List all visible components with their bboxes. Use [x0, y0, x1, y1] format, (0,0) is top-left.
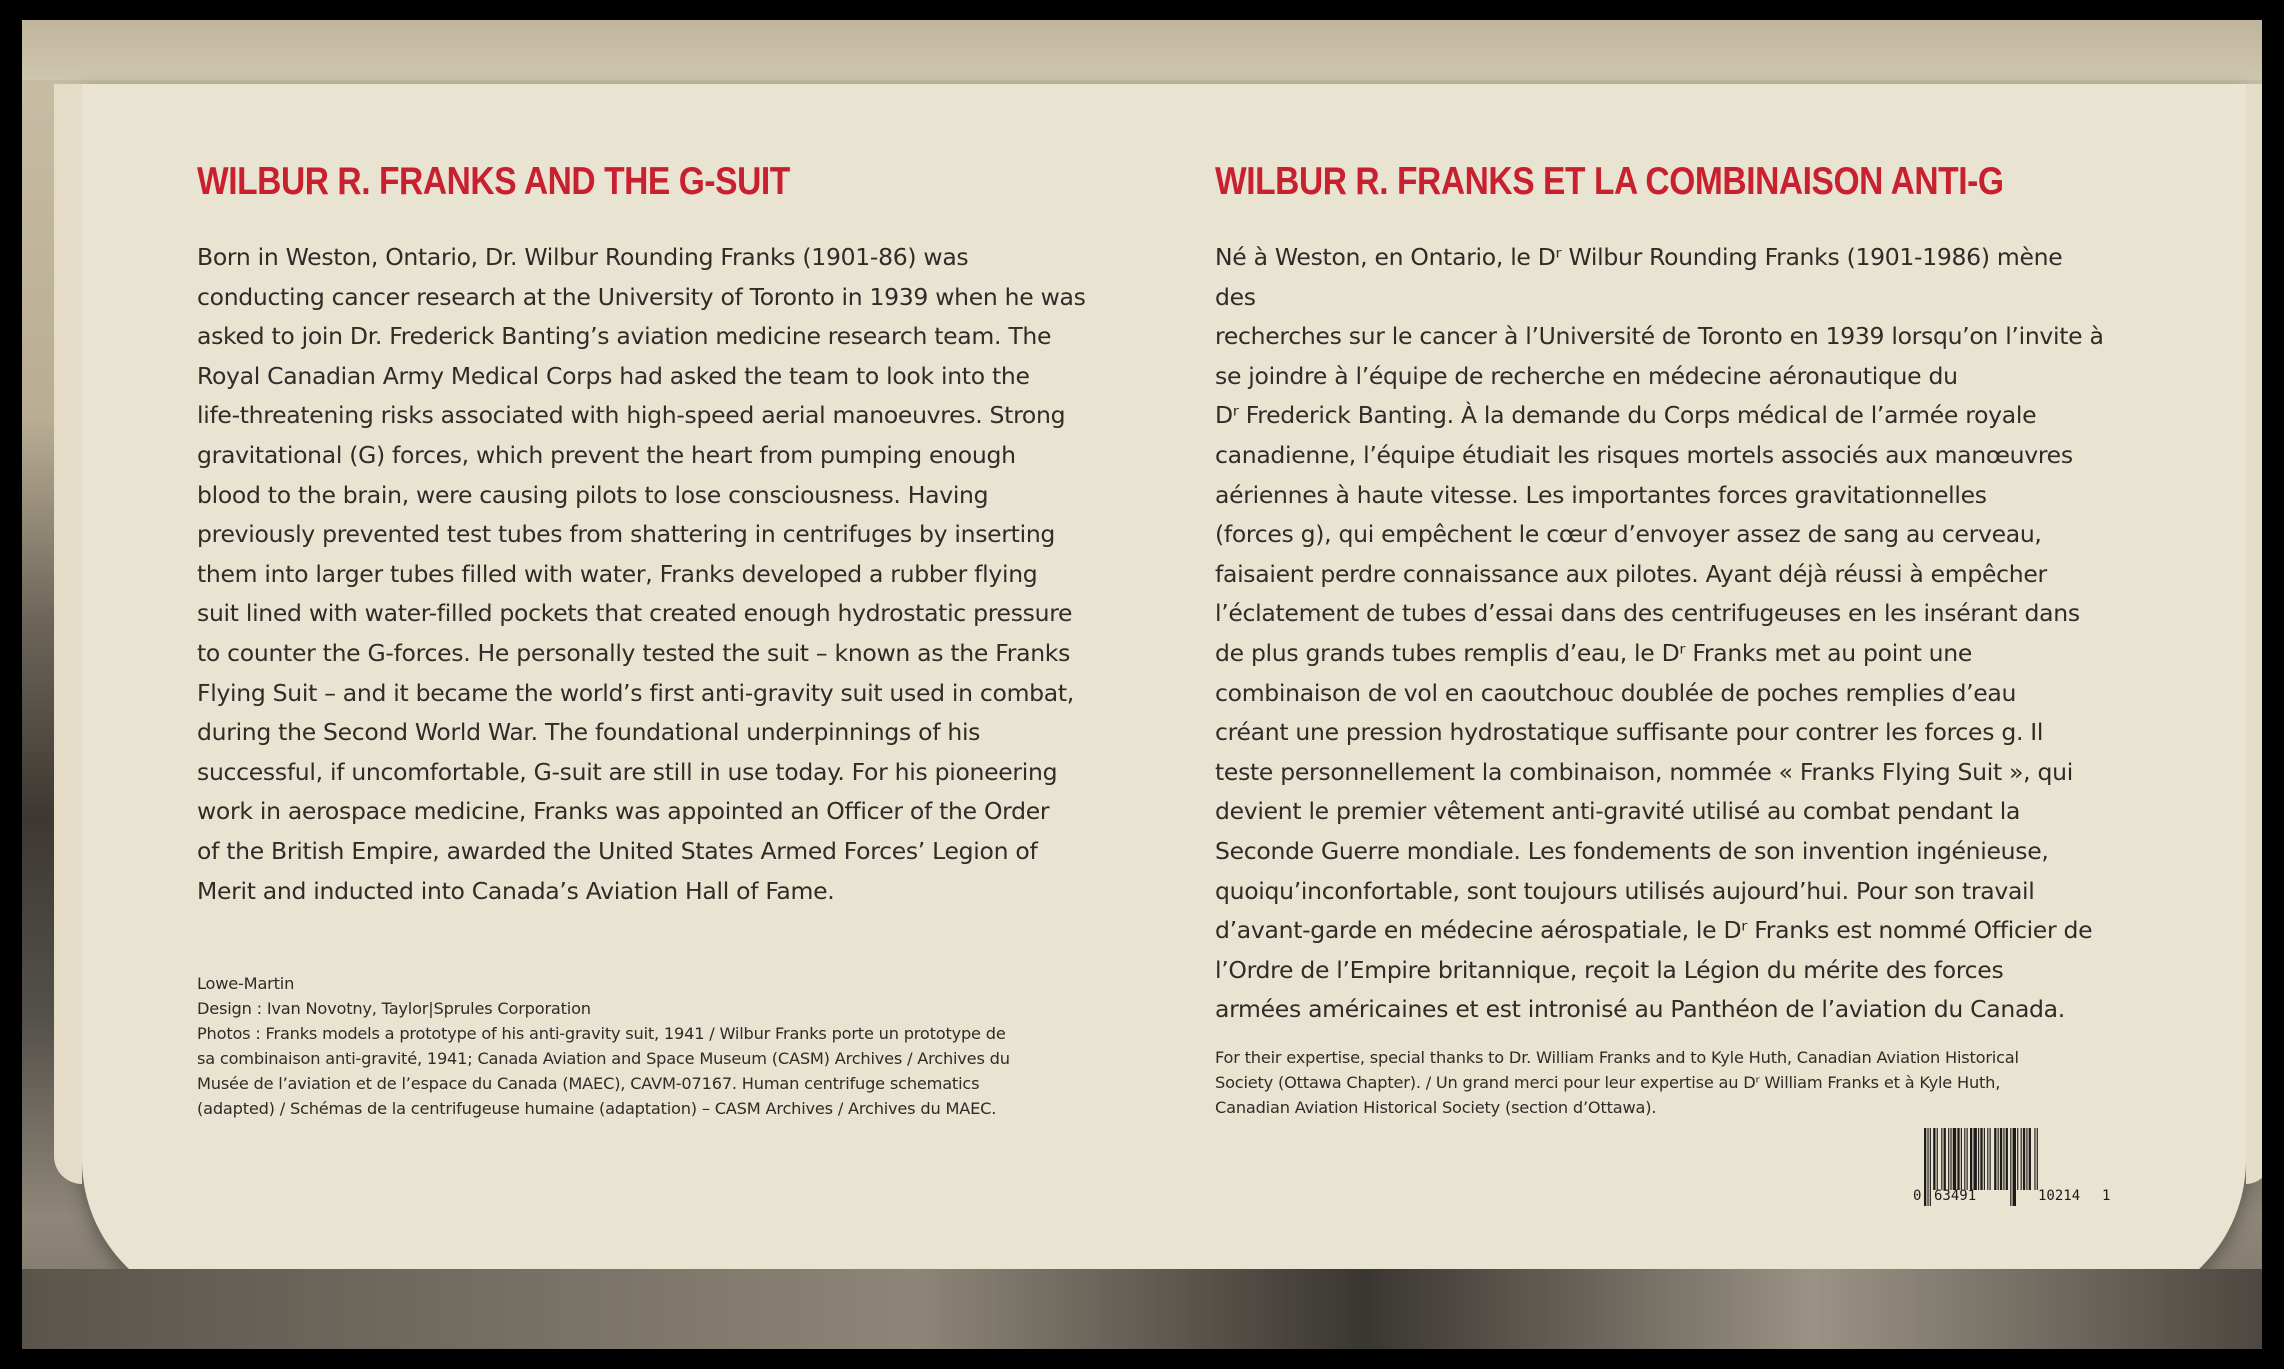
english-line: during the Second World War. The foundational underpinnings of his [197, 718, 981, 747]
french-line: l’éclatement de tubes d’essai dans des centrifugeuses en les insérant dans [1215, 599, 2080, 628]
english-line: asked to join Dr. Frederick Banting’s aviation medicine research team. The [197, 322, 1052, 351]
french-heading: WILBUR R. FRANKS ET LA COMBINAISON ANTI-G [1215, 160, 2004, 203]
barcode-bar [2029, 1128, 2031, 1190]
english-line: Royal Canadian Army Medical Corps had asked the team to look into the [197, 361, 1030, 390]
french-line: créant une pression hydrostatique suffisante pour contrer les forces g. Il [1215, 718, 2044, 747]
barcode-bar [2000, 1128, 2002, 1190]
french-line: canadienne, l’équipe étudiait les risques mortels associés aux manœuvres [1215, 440, 2073, 469]
french-line: recherches sur le cancer à l’Université de Toronto en 1939 lorsqu’on l’invite à [1215, 322, 2104, 351]
french-line: Né à Weston, en Ontario, le Dʳ Wilbur Rounding Franks (1901-1986) mène des [1215, 243, 2063, 311]
english-line: previously prevented test tubes from shattering in centrifuges by inserting [197, 520, 1056, 549]
acknowledgement-line: For their expertise, special thanks to Dr. William Franks and to Kyle Huth, Canadian Aviation Historical [1215, 1048, 2019, 1067]
barcode-bar [1994, 1128, 1996, 1190]
french-line: Dʳ Frederick Banting. À la demande du Corps médical de l’armée royale [1215, 401, 2037, 430]
french-line: teste personnellement la combinaison, nommée « Franks Flying Suit », qui [1215, 757, 2073, 786]
barcode-bar [1990, 1128, 1991, 1190]
barcode-bar [1998, 1128, 1999, 1190]
barcode-bar [1973, 1128, 1976, 1190]
french-line: armées américaines et est intronisé au Panthéon de l’aviation du Canada. [1215, 995, 2065, 1024]
english-line: life-threatening risks associated with high-speed aerial manoeuvres. Strong [197, 401, 1066, 430]
french-line: se joindre à l’équipe de recherche en médecine aéronautique du [1215, 361, 1958, 390]
english-body [197, 238, 1087, 911]
barcode-group-2: 10214 [2038, 1188, 2081, 1204]
english-line: them into larger tubes filled with water, Franks developed a rubber flying [197, 559, 1038, 588]
french-line: l’Ordre de l’Empire britannique, reçoit la Légion du mérite des forces [1215, 955, 2004, 984]
barcode-bar [1924, 1128, 1926, 1206]
french-line: d’avant-garde en médecine aérospatiale, le Dʳ Franks est nommé Officier de [1215, 916, 2093, 945]
barcode-bar [2021, 1128, 2022, 1190]
credits [197, 972, 1097, 1121]
barcode-bar [2026, 1128, 2027, 1190]
barcode-bar [1980, 1128, 1982, 1190]
english-line: conducting cancer research at the University of Toronto in 1939 when he was [197, 282, 1086, 311]
photo-credit-line: sa combinaison anti-gravité, 1941; Canada Aviation and Space Museum (CASM) Archives / Archives du [197, 1048, 1010, 1068]
barcode-bar [2003, 1128, 2004, 1190]
english-line: successful, if uncomfortable, G-suit are still in use today. For his pioneering [197, 757, 1058, 786]
french-line: devient le premier vêtement anti-gravité utilisé au combat pendant la [1215, 797, 2021, 826]
french-line: de plus grands tubes remplis d’eau, le Dʳ Franks met au point une [1215, 638, 1972, 667]
barcode-bar [2013, 1128, 2016, 1206]
barcode-bar [2006, 1128, 2008, 1190]
printer-credit: Lowe-Martin [197, 974, 295, 993]
english-line: Merit and inducted into Canada’s Aviation Hall of Fame. [197, 876, 835, 905]
barcode-bar [1953, 1128, 1956, 1190]
photo-credit-line: Photos : Franks models a prototype of his anti-gravity suit, 1941 / Wilbur Franks porte un prototype de [197, 1023, 1006, 1043]
english-line: gravitational (G) forces, which prevent the heart from pumping enough [197, 440, 1016, 469]
english-line: blood to the brain, were causing pilots to lose consciousness. Having [197, 480, 989, 509]
barcode-bar [1967, 1128, 1968, 1190]
barcode-bar [2010, 1128, 2011, 1206]
barcode-bar [2034, 1128, 2035, 1190]
barcode-bar [2037, 1128, 2038, 1190]
french-line: aériennes à haute vitesse. Les importantes forces gravitationnelles [1215, 480, 1987, 509]
barcode-group-1: 63491 [1934, 1188, 1977, 1204]
french-line: faisaient perdre connaissance aux pilotes. Ayant déjà réussi à empêcher [1215, 559, 2047, 588]
barcode-bar [1948, 1128, 1949, 1190]
barcode-bar [1957, 1128, 1959, 1190]
barcode-bar [1937, 1128, 1938, 1190]
acknowledgement-line: Canadian Aviation Historical Society (section d’Ottawa). [1215, 1098, 1657, 1117]
french-line: Seconde Guerre mondiale. Les fondements de son invention ingénieuse, [1215, 836, 2049, 865]
acknowledgements [1215, 1045, 2105, 1120]
barcode-left-digit: 0 [1913, 1188, 1922, 1204]
english-line: of the British Empire, awarded the United States Armed Forces’ Legion of [197, 836, 1038, 865]
barcode-bar [2017, 1128, 2018, 1190]
barcode-bar [1987, 1128, 1988, 1190]
barcode-bar [1944, 1128, 1946, 1190]
french-line: (forces g), qui empêchent le cœur d’envoyer assez de sang au cerveau, [1215, 520, 2042, 549]
barcode-bar [1930, 1128, 1931, 1206]
barcode-bar [2023, 1128, 2025, 1190]
english-line: Born in Weston, Ontario, Dr. Wilbur Rounding Franks (1901-86) was [197, 243, 969, 271]
english-line: work in aerospace medicine, Franks was appointed an Officer of the Order [197, 797, 1050, 826]
barcode-bar [1964, 1128, 1965, 1190]
acknowledgement-line: Society (Ottawa Chapter). / Un grand merci pour leur expertise au Dʳ William Franks et à Kyle Huth, [1215, 1073, 2001, 1092]
photo-credit-line: (adapted) / Schémas de la centrifugeuse humaine (adaptation) – CASM Archives / Archives du MAEC. [197, 1098, 997, 1118]
barcode-bar [1933, 1128, 1935, 1190]
barcode-bar [1978, 1128, 1979, 1190]
design-credit: Design : Ivan Novotny, Taylor|Sprules Corporation [197, 998, 591, 1018]
english-heading: WILBUR R. FRANKS AND THE G-SUIT [197, 160, 790, 203]
english-line: Flying Suit – and it became the world’s first anti-gravity suit used in combat, [197, 678, 1074, 707]
barcode-right-digit: 1 [2102, 1188, 2111, 1204]
french-line: quoiqu’inconfortable, sont toujours utilisés aujourd’hui. Pour son travail [1215, 876, 2035, 905]
french-body [1215, 238, 2105, 1030]
photo-credit-line: Musée de l’aviation et de l’espace du Canada (MAEC), CAVM-07167. Human centrifuge schematics [197, 1073, 980, 1093]
french-line: combinaison de vol en caoutchouc doublée de poches remplies d’eau [1215, 678, 2017, 707]
barcode-bar [1950, 1128, 1951, 1190]
barcode-bar [1984, 1128, 1985, 1190]
english-line: suit lined with water-filled pockets that created enough hydrostatic pressure [197, 599, 1073, 628]
barcode-bar [1941, 1128, 1942, 1190]
barcode-bar [1970, 1128, 1972, 1190]
barcode-bar [1961, 1128, 1962, 1190]
english-line: to counter the G-forces. He personally tested the suit – known as the Franks [197, 638, 1071, 667]
barcode-bar [1927, 1128, 1928, 1206]
